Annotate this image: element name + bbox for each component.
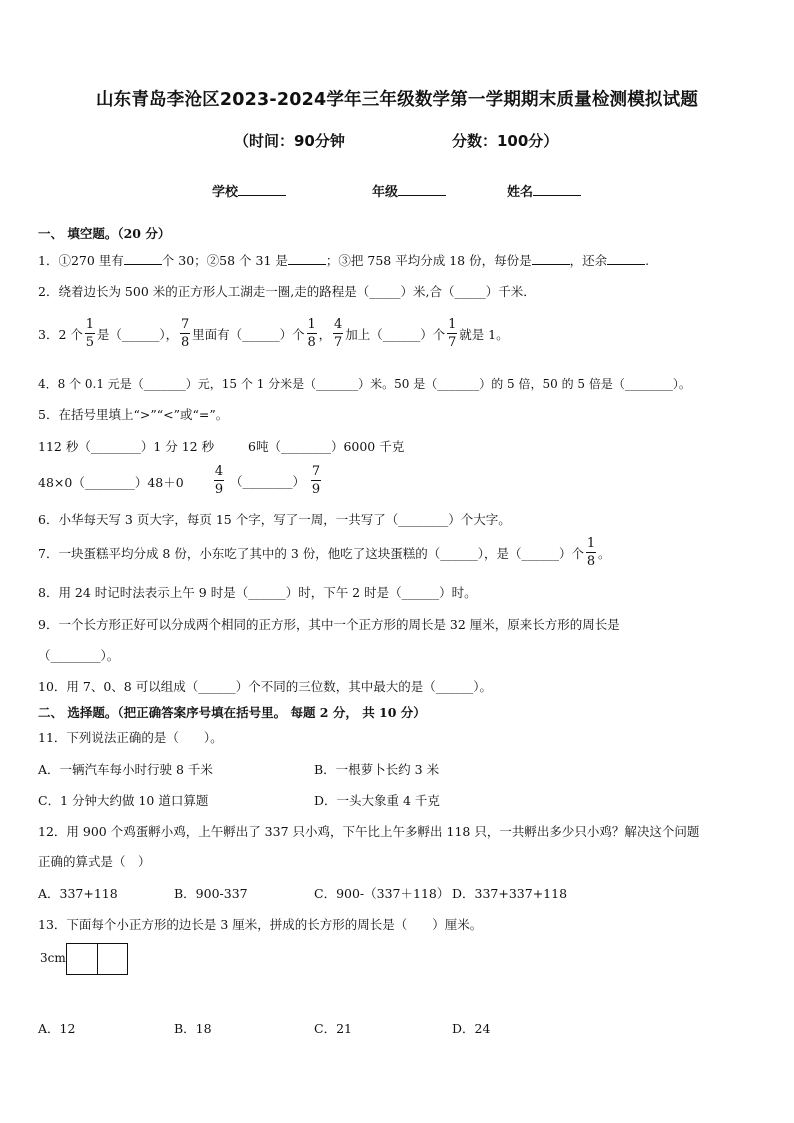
- q5-fraction-2: [311, 465, 321, 496]
- grade-field: [372, 181, 446, 200]
- name-label: 姓名: [507, 185, 534, 200]
- q13-rectangle-figure: [66, 943, 128, 975]
- numerator: 1: [307, 317, 316, 332]
- q5-fraction-1: [214, 465, 224, 496]
- q1-blank-4: [607, 253, 645, 265]
- q3-fraction-4: [333, 318, 343, 349]
- question-10: 10．用 7、0、8 可以组成（______）个不同的三位数，其中最大的是（______）。: [38, 679, 492, 694]
- section-1-heading: 一、 填空题。（20 分）: [38, 226, 171, 241]
- q1-part-e: .: [645, 253, 650, 268]
- q13-option-b: B．18: [174, 1021, 212, 1036]
- q13-square-1: [67, 944, 97, 974]
- q7-part-a: 7．一块蛋糕平均分成 8 份，小东吃了其中的 3 份，他吃了这块蛋糕的（______），是（______）个: [38, 545, 585, 561]
- q3-part-b: 是（______），: [96, 326, 179, 342]
- numerator: 1: [586, 536, 596, 551]
- q13-option-a: A．12: [38, 1021, 76, 1036]
- numerator: 4: [214, 464, 224, 479]
- question-7: [38, 537, 611, 568]
- exam-score: 分数：100分）: [452, 132, 559, 150]
- question-9-line-2: （________）。: [38, 648, 120, 663]
- q1-part-d: ，还余: [569, 253, 608, 268]
- q11-option-c: C．1 分钟大约做 10 道口算题: [38, 793, 209, 808]
- q3-part-a: 3．2 个: [38, 326, 83, 342]
- denominator: 9: [311, 482, 321, 497]
- question-5: 5．在括号里填上“>”“<”或“=”。: [38, 407, 229, 422]
- q5-row-2a: 48×0（________）48＋0: [38, 475, 184, 490]
- grade-blank: [398, 183, 446, 196]
- q1-part-a: 1．①270 里有: [38, 253, 124, 268]
- question-12-line-2: 正确的算式是（ ）: [38, 854, 151, 869]
- q13-figure-label: 3cm: [40, 951, 66, 965]
- exam-time: （时间：90分钟: [234, 132, 345, 150]
- numerator: 4: [334, 317, 343, 332]
- q3-fraction-1: [85, 318, 95, 349]
- exam-title: 山东青岛李沧区2023-2024学年三年级数学第一学期期末质量检测模拟试题: [95, 90, 699, 110]
- q7-part-b: 。: [598, 545, 611, 561]
- denominator: 8: [307, 335, 316, 350]
- q3-fraction-3: [307, 318, 317, 349]
- question-13: 13．下面每个小正方形的边长是 3 厘米，拼成的长方形的周长是（ ）厘米。: [38, 917, 483, 932]
- question-4: 4．8 个 0.1 元是（_______）元，15 个 1 分米是（_______）米。50 是（_______）的 5 倍，50 的 5 倍是（________）。: [38, 377, 691, 391]
- q1-part-b: 个 30；②58 个 31 是: [161, 253, 288, 268]
- q3-fraction-5: [447, 318, 457, 349]
- q13-option-d: D．24: [452, 1021, 491, 1036]
- q7-fraction: [586, 537, 596, 568]
- q12-option-d: D．337+337+118: [452, 886, 568, 901]
- q3-part-d: ，: [318, 326, 332, 342]
- denominator: 8: [586, 554, 596, 569]
- q5-row-1a: 112 秒（________）1 分 12 秒: [38, 439, 215, 454]
- grade-label: 年级: [372, 185, 399, 200]
- denominator: 7: [334, 335, 343, 350]
- denominator: 5: [85, 335, 95, 350]
- question-11: 11．下列说法正确的是（ ）。: [38, 730, 223, 745]
- q3-fraction-2: [180, 318, 190, 349]
- question-9-line-1: 9．一个长方形正好可以分成两个相同的正方形，其中一个正方形的周长是 32 厘米，原来长方形的周长是: [38, 617, 620, 632]
- q12-option-c: C．900-（337＋118）: [314, 886, 450, 901]
- q13-square-2: [97, 944, 128, 974]
- numerator: 1: [448, 317, 457, 332]
- q11-option-d: D．一头大象重 4 千克: [314, 793, 440, 808]
- name-blank: [533, 183, 581, 196]
- q1-blank-2: [288, 253, 326, 265]
- question-8: 8．用 24 时记时法表示上午 9 时是（______）时，下午 2 时是（______）时。: [38, 585, 477, 600]
- q5-row-1b: 6吨（________）6000 千克: [248, 439, 405, 454]
- question-1: [38, 251, 649, 269]
- q13-option-c: C．21: [314, 1021, 352, 1036]
- name-field: [507, 181, 581, 200]
- school-blank: [238, 183, 286, 196]
- numerator: 7: [181, 317, 190, 332]
- denominator: 9: [214, 482, 224, 497]
- q1-blank-1: [124, 253, 162, 265]
- question-2: 2．绕着边长为 500 米的正方形人工湖走一圈,走的路程是（_____）米,合（_____）千米．: [38, 284, 536, 299]
- numerator: 1: [85, 317, 95, 332]
- q3-part-e: 加上（______）个: [345, 326, 446, 342]
- q1-part-c: ；③把 758 平均分成 18 份，每份是: [325, 253, 532, 268]
- denominator: 7: [448, 335, 457, 350]
- school-field: [212, 181, 286, 200]
- question-3: [38, 318, 509, 349]
- numerator: 7: [311, 464, 321, 479]
- school-label: 学校: [212, 185, 239, 200]
- q12-option-b: B．900-337: [174, 886, 248, 901]
- q11-option-b: B．一根萝卜长约 3 米: [314, 762, 440, 777]
- q5-row-2b: [212, 465, 323, 496]
- q12-option-a: A．337+118: [38, 886, 118, 901]
- q3-part-g: 就是 1。: [459, 326, 509, 342]
- question-12-line-1: 12．用 900 个鸡蛋孵小鸡，上午孵出了 337 只小鸡，下午比上午多孵出 118 只，一共孵出多少只小鸡？解决这个问题: [38, 824, 700, 839]
- denominator: 8: [181, 335, 190, 350]
- q11-option-a: A．一辆汽车每小时行驶 8 千米: [38, 762, 213, 777]
- question-6: 6．小华每天写 3 页大字，每页 15 个字，写了一周，一共写了（________）个大字。: [38, 512, 511, 527]
- section-2-heading: 二、 选择题。（把正确答案序号填在括号里。 每题 2 分， 共 10 分）: [38, 705, 426, 720]
- q3-part-c: 里面有（______）个: [192, 326, 305, 342]
- q5-compare-blank: （________）: [230, 473, 306, 489]
- q1-blank-3: [532, 253, 570, 265]
